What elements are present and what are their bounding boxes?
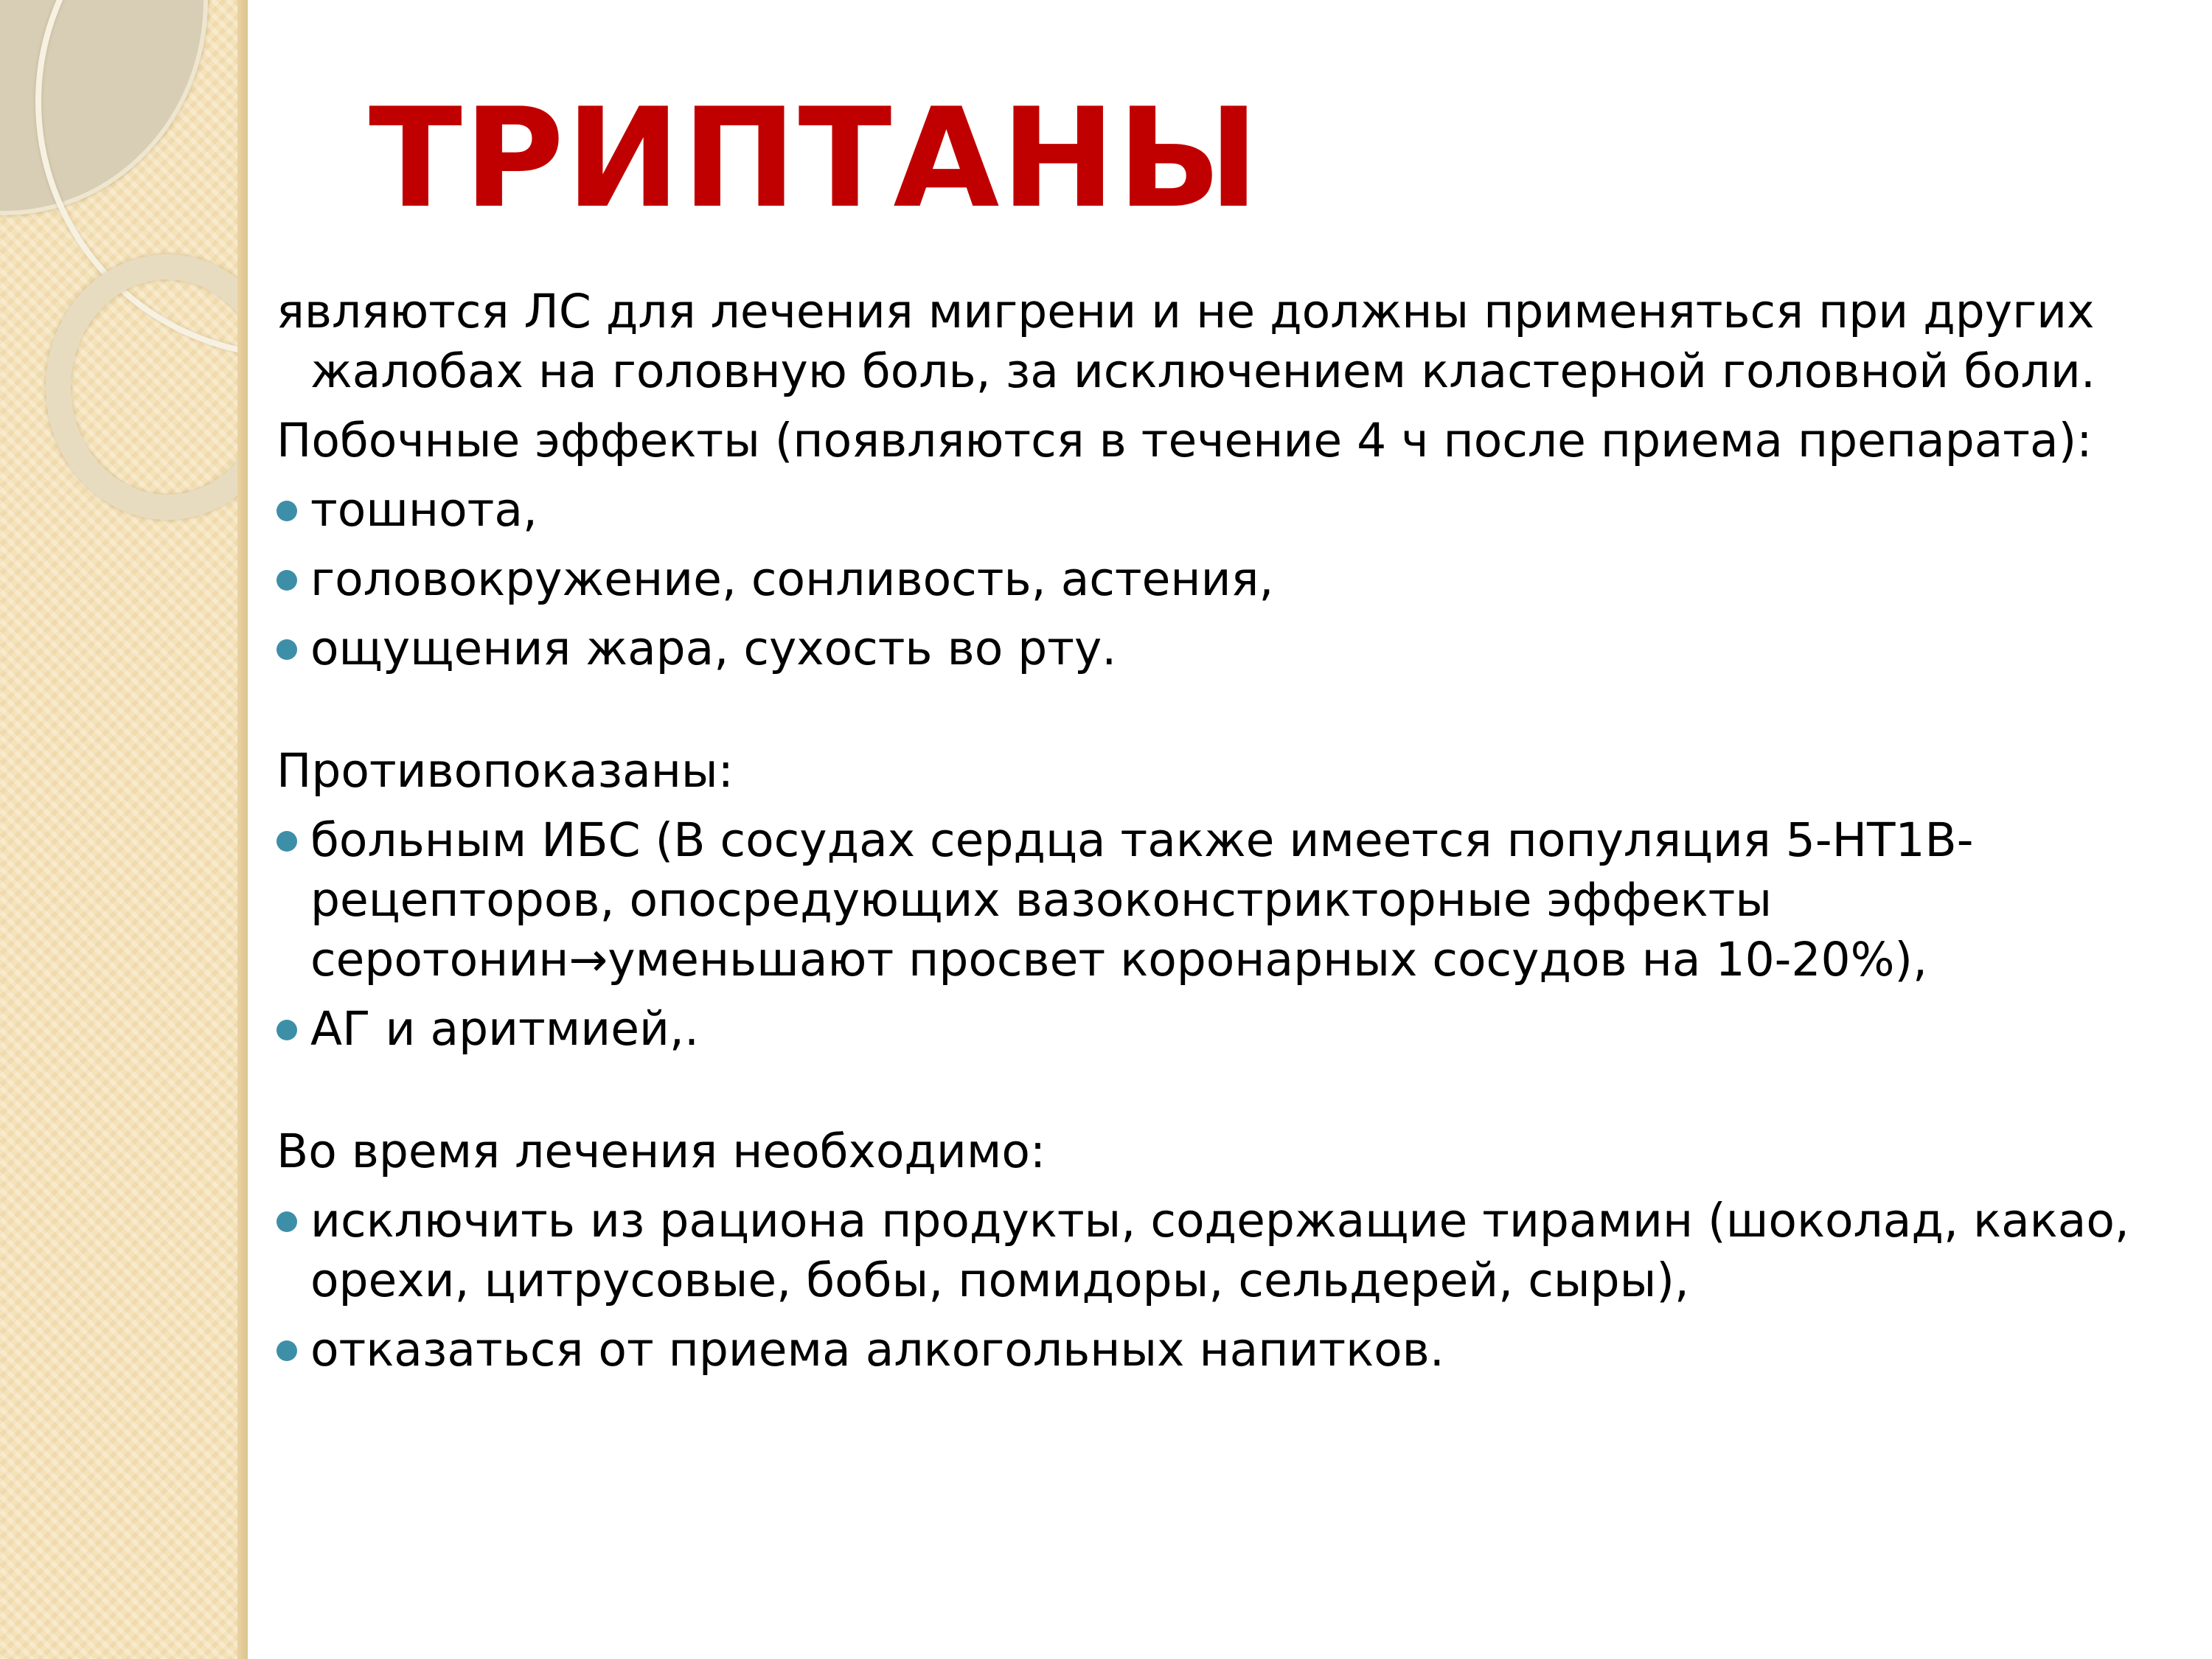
list-item [276, 1320, 2164, 1380]
list-item-text: тошнота, [310, 483, 538, 537]
list-item-text: АГ и аритмией,. [310, 1002, 699, 1056]
list-item [276, 810, 2164, 990]
decorative-sidebar [0, 0, 248, 1659]
intro-paragraph: являются ЛС для лечения мигрени и не должны применяться при других жалобах на головную боль, за исключением кластерной головной боли. [276, 285, 2096, 398]
slide-title: ТРИПТАНЫ [369, 78, 1261, 238]
spacer [276, 1068, 2164, 1121]
list-item-text: ощущения жара, сухость во рту. [310, 622, 1117, 675]
list-item [276, 999, 2164, 1059]
sidebar-edge [237, 0, 248, 1659]
decorative-ring [46, 254, 248, 520]
list-item [276, 1191, 2164, 1310]
slide-body [276, 282, 2164, 1389]
list-item-text: отказаться от приема алкогольных напитков. [310, 1323, 1444, 1377]
list-item [276, 549, 2164, 609]
bullet-icon [276, 501, 297, 521]
contraindications-heading: Противопоказаны: [276, 744, 734, 798]
bullet-icon [276, 1020, 297, 1040]
list-item [276, 619, 2164, 678]
list-item-text: больным ИБС (В сосудах сердца также имеется популяция 5-НТ1В-рецепторов, опосредующих вазоконстрикторные эффекты серотонин→уменьшают просвет коронарных сосудов на 10-20%), [310, 813, 1974, 987]
bullet-icon [276, 831, 297, 852]
bullet-icon [276, 1340, 297, 1361]
bullet-icon [276, 570, 297, 591]
spacer [276, 688, 2164, 741]
bullet-icon [276, 639, 297, 660]
side-effects-heading: Побочные эффекты (появляются в течение 4 ч после приема препарата): [276, 414, 2093, 467]
list-item [276, 480, 2164, 540]
treatment-heading: Во время лечения необходимо: [276, 1124, 1046, 1178]
list-item-text: исключить из рациона продукты, содержащие тирамин (шоколад, какао, орехи, цитрусовые, бобы, помидоры, сельдерей, сыры), [310, 1194, 2129, 1307]
list-item-text: головокружение, сонливость, астения, [310, 552, 1274, 606]
bullet-icon [276, 1211, 297, 1232]
